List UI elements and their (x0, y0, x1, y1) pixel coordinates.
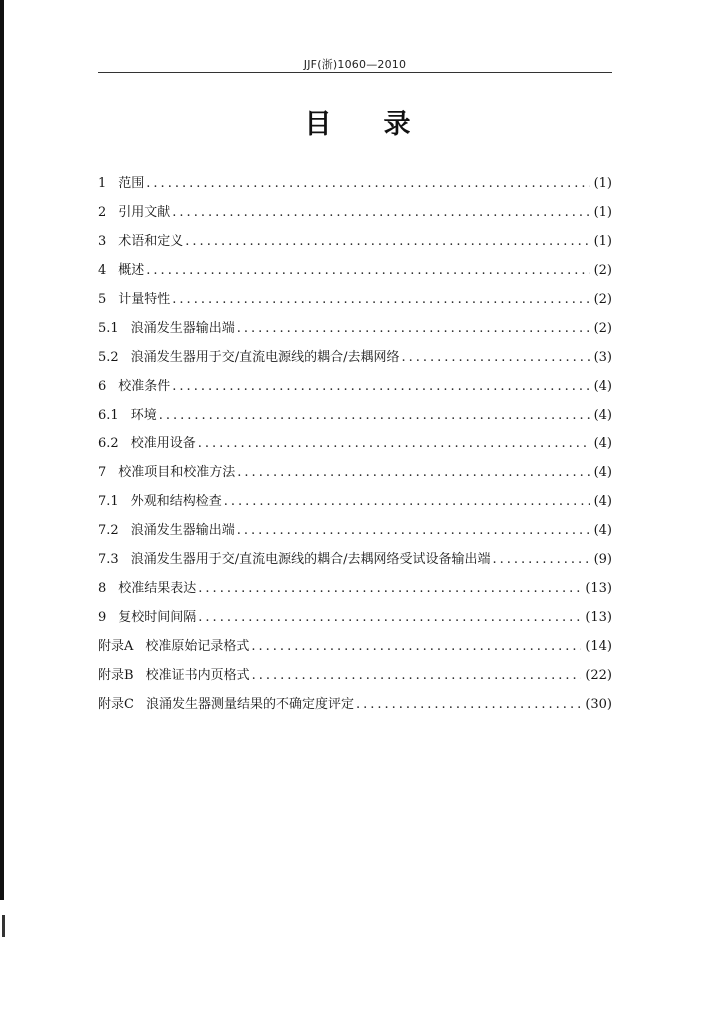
toc-entry-number: 7 (98, 465, 107, 481)
toc-dot-leader (401, 350, 589, 365)
toc-entry-page: (4) (593, 465, 612, 481)
toc-entry-page: (4) (593, 523, 612, 539)
toc-entry[interactable] (98, 230, 612, 259)
toc-entry-page: (3) (593, 349, 612, 365)
toc-dot-leader (251, 639, 581, 654)
toc-entry-number: 9 (98, 610, 107, 626)
toc-entry-page: (9) (593, 552, 612, 568)
toc-entry-page: (13) (585, 581, 612, 597)
toc-dot-leader (146, 263, 589, 278)
toc-entry-title: 外观和结构检查 (130, 494, 222, 510)
toc-entry-number: 5.1 (98, 320, 119, 336)
page-title: 目录 (304, 109, 463, 140)
toc-entry-page: (4) (593, 494, 612, 510)
toc-entry-title: 校准原始记录格式 (145, 639, 250, 654)
toc-entry-title: 校准项目和校准方法 (118, 465, 236, 481)
toc-dot-leader (237, 465, 589, 480)
toc-entry-page: (2) (593, 262, 612, 278)
toc-dot-leader (146, 176, 589, 191)
toc-dot-leader (252, 668, 582, 683)
toc-entry-page: (2) (593, 320, 612, 336)
toc-entry-number: 5 (98, 291, 107, 307)
toc-entry[interactable] (98, 259, 612, 288)
toc-entry-title: 计量特性 (118, 291, 171, 307)
toc-dot-leader (185, 234, 589, 249)
toc-entry-title: 范围 (118, 176, 145, 191)
toc-entry-number: 4 (98, 262, 107, 278)
toc-entry-title: 浪涌发生器输出端 (130, 320, 235, 336)
toc-entry-page: (2) (593, 291, 612, 307)
toc-dot-leader (237, 321, 590, 336)
toc-entry-number: 6 (98, 378, 107, 394)
toc-entry-number: 附录C (98, 696, 134, 712)
toc-entry-number: 7.3 (98, 552, 119, 568)
toc-entry[interactable] (98, 606, 612, 635)
toc-entry-page: (4) (593, 407, 612, 423)
toc-entry[interactable] (98, 404, 612, 433)
toc-dot-leader (172, 292, 589, 307)
toc-entry-title: 浪涌发生器输出端 (130, 523, 235, 539)
toc-entry-title: 浪涌发生器测量结果的不确定度评定 (145, 696, 354, 712)
toc-entry[interactable] (98, 201, 612, 230)
toc-entry-number: 7.2 (98, 523, 119, 539)
toc-entry-number: 1 (98, 176, 107, 191)
toc-entry-number: 7.1 (98, 494, 119, 510)
toc-entry[interactable] (98, 490, 612, 519)
toc-entry-page: (14) (585, 639, 612, 654)
toc-entry-title: 校准结果表达 (118, 581, 197, 597)
toc-entry[interactable] (98, 461, 612, 490)
toc-entry-number: 6.1 (98, 407, 119, 423)
toc-dot-leader (198, 610, 581, 625)
toc-entry-page: (1) (593, 204, 612, 220)
toc-entry-number: 附录A (98, 639, 134, 654)
toc-entry[interactable] (98, 664, 612, 693)
toc-dot-leader (492, 552, 589, 567)
toc-entry-page: (30) (585, 696, 612, 712)
toc-entry[interactable] (98, 375, 612, 404)
toc-entry[interactable] (98, 577, 612, 606)
toc-entry-page: (4) (593, 436, 612, 452)
toc-entry-page: (1) (593, 176, 612, 191)
toc-entry-title: 校准条件 (118, 378, 171, 394)
table-of-contents (98, 172, 612, 722)
toc-entry[interactable] (98, 693, 612, 722)
toc-dot-leader (159, 408, 590, 423)
toc-entry-title: 复校时间间隔 (118, 610, 197, 626)
toc-entry-page: (13) (585, 610, 612, 626)
toc-entry-number: 5.2 (98, 349, 119, 365)
toc-dot-leader (172, 379, 589, 394)
document-code-header: JJF(浙)1060—2010 (303, 58, 407, 71)
toc-entry-page: (4) (593, 378, 612, 394)
toc-entry[interactable] (98, 172, 612, 201)
toc-dot-leader (237, 523, 590, 538)
toc-dot-leader (172, 205, 589, 220)
toc-entry-title: 浪涌发生器用于交/直流电源线的耦合/去耦网络受试设备输出端 (130, 552, 491, 568)
header-rule (98, 72, 612, 73)
toc-entry-title: 环境 (130, 407, 157, 423)
toc-entry-title: 术语和定义 (118, 233, 184, 249)
toc-entry-title: 引用文献 (118, 204, 171, 220)
toc-entry-page: (1) (593, 233, 612, 249)
toc-entry[interactable] (98, 317, 612, 346)
toc-entry[interactable] (98, 519, 612, 548)
toc-entry-title: 浪涌发生器用于交/直流电源线的耦合/去耦网络 (130, 349, 400, 365)
toc-entry-title: 校准用设备 (130, 436, 196, 452)
toc-dot-leader (224, 494, 590, 509)
scan-edge-mark (2, 915, 5, 937)
toc-entry-page: (22) (585, 667, 612, 683)
toc-entry-number: 6.2 (98, 436, 119, 452)
toc-dot-leader (356, 697, 581, 712)
toc-dot-leader (198, 436, 590, 451)
toc-entry-number: 3 (98, 233, 107, 249)
toc-entry-title: 概述 (118, 262, 145, 278)
toc-entry[interactable] (98, 346, 612, 375)
toc-entry-number: 附录B (98, 667, 134, 683)
toc-entry[interactable] (98, 548, 612, 577)
toc-dot-leader (198, 581, 581, 596)
toc-entry[interactable] (98, 288, 612, 317)
toc-entry[interactable] (98, 432, 612, 461)
toc-entry-title: 校准证书内页格式 (145, 667, 250, 683)
toc-entry-number: 8 (98, 581, 107, 597)
toc-entry[interactable] (98, 635, 612, 664)
toc-entry-number: 2 (98, 204, 107, 220)
